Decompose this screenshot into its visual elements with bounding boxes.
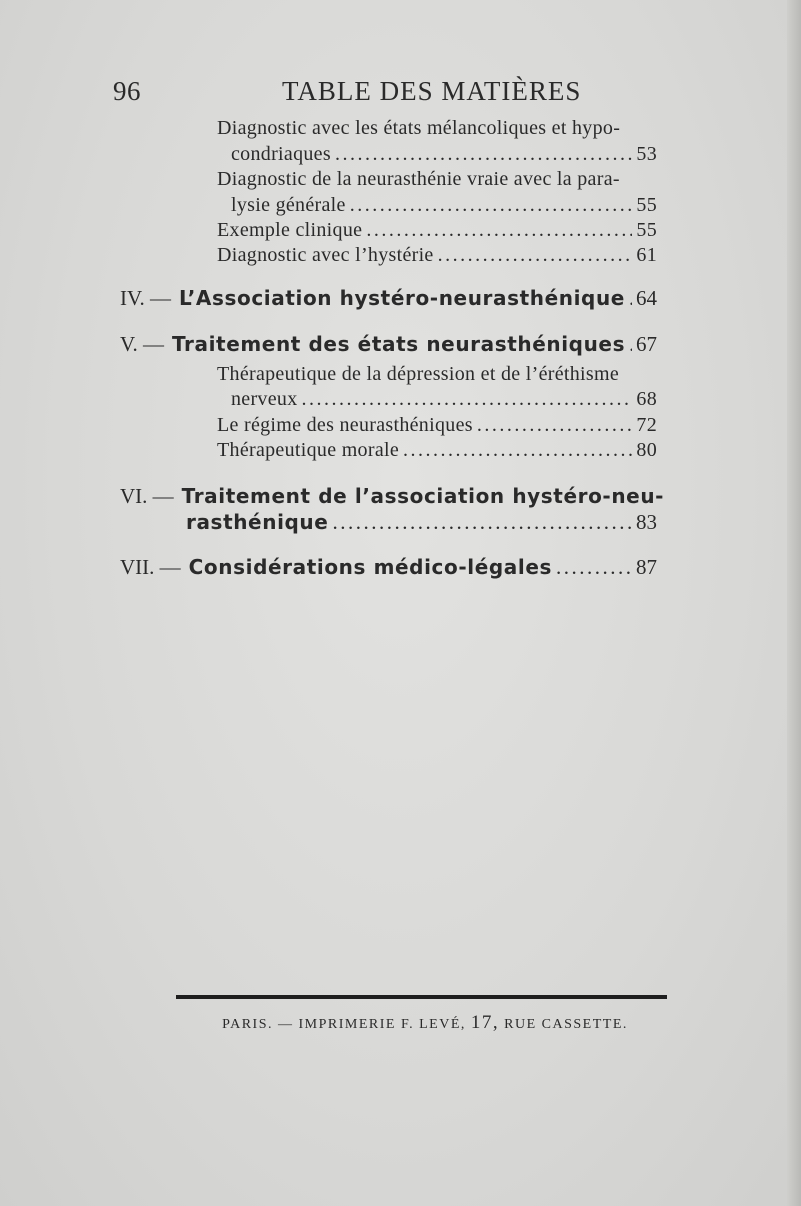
chapter-entry (120, 332, 657, 357)
toc-entry-line (217, 439, 657, 462)
footer-rule (176, 995, 667, 999)
toc-entry-line (217, 414, 657, 437)
toc-page-number: 64 (636, 286, 657, 310)
toc-entry-text: Thérapeutique de la dépression et de l’éréthisme (217, 363, 620, 385)
dot-leader (438, 244, 633, 267)
dot-leader (556, 555, 632, 580)
page-header (0, 76, 801, 112)
toc-entry-line (217, 363, 657, 386)
toc-entry-line (231, 388, 657, 411)
dot-leader (629, 286, 632, 311)
toc-page-number: 67 (636, 332, 657, 356)
dot-leader (350, 194, 633, 217)
toc-entry-line (231, 194, 657, 217)
toc-entry-text: Le régime des neurasthéniques (217, 414, 473, 436)
toc-page-number: 53 (636, 143, 657, 165)
chapter-entry (186, 510, 657, 535)
imprint-text: PARIS. — IMPRIMERIE F. LEVÉ, (222, 1017, 466, 1032)
chapter-title: rasthénique (186, 510, 329, 534)
imprint-text: RUE CASSETTE. (504, 1017, 628, 1032)
chapter-title: Traitement de l’association hystéro-neu- (181, 484, 665, 508)
toc-entry-text: condriaques (231, 143, 331, 165)
toc-page-number: 55 (636, 194, 657, 216)
dot-leader (302, 388, 633, 411)
toc-entry-text: Diagnostic avec l’hystérie (217, 244, 434, 266)
chapter-number: V. — (120, 332, 164, 356)
running-title: TABLE DES MATIÈRES (282, 76, 582, 106)
chapter-title: L’Association hystéro-neurasthénique (178, 286, 625, 310)
imprint-number: 17, (470, 1012, 500, 1033)
chapter-number: IV. — (120, 286, 171, 310)
dot-leader (629, 332, 632, 357)
page-number: 96 (113, 76, 141, 106)
toc-entry-line (217, 117, 657, 140)
chapter-title: Traitement des états neurasthéniques (171, 332, 626, 356)
toc-page-number: 80 (636, 439, 657, 461)
toc-page-number: 83 (636, 510, 657, 534)
toc-entry-line (217, 219, 657, 242)
toc-entry-text: nerveux (231, 388, 298, 410)
chapter-entry (120, 555, 657, 580)
toc-entry-text: Thérapeutique morale (217, 439, 400, 461)
chapter-entry (120, 286, 657, 311)
toc-page-number: 68 (636, 388, 657, 410)
chapter-number: VII. — (120, 555, 181, 579)
dot-leader (477, 414, 633, 437)
dot-leader (332, 510, 632, 535)
toc-entry-line (231, 143, 657, 166)
chapter-number: VI. — (120, 484, 174, 508)
toc-page-number: 87 (636, 555, 657, 579)
toc-page-number: 61 (636, 244, 657, 266)
dot-leader (335, 143, 632, 166)
chapter-entry (120, 484, 665, 509)
toc-page-number: 55 (636, 219, 657, 241)
toc-entry-text: Diagnostic de la neurasthénie vraie avec la para- (217, 168, 620, 190)
dot-leader (366, 219, 632, 242)
toc-entry-line (217, 244, 657, 267)
chapter-title: Considérations médico-légales (188, 555, 553, 579)
toc-entry-text: lysie générale (231, 194, 346, 216)
printer-imprint (190, 1012, 660, 1034)
toc-entry-text: Exemple clinique (217, 219, 363, 241)
toc-entry-line (217, 168, 657, 191)
toc-page-number: 72 (636, 414, 657, 436)
page-edge (787, 0, 801, 1206)
toc-entry-text: Diagnostic avec les états mélancoliques et hypo- (217, 117, 621, 139)
dot-leader (403, 439, 632, 462)
